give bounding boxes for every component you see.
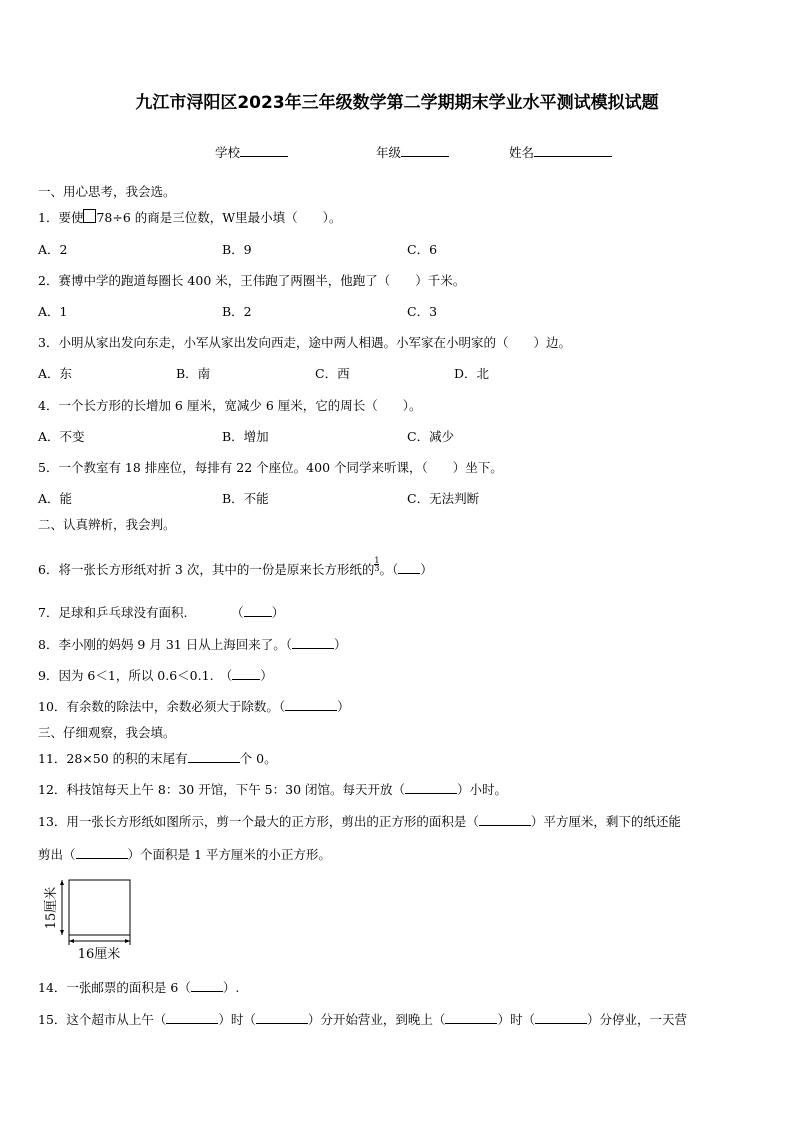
- fraction-numerator: 1: [374, 556, 380, 565]
- q13-text: 13．用一张长方形纸如图所示，剪一个最大的正方形，剪出的正方形的面积是（: [38, 814, 479, 829]
- q4-option-c: C．减少: [407, 429, 455, 444]
- question-4: 4．一个长方形的长增加 6 厘米，宽减少 6 厘米，它的周长（ ）。: [38, 398, 422, 413]
- q15-text-2: ）时（: [218, 1012, 256, 1027]
- page-title: 九江市浔阳区2023年三年级数学第二学期期末学业水平测试模拟试题: [135, 93, 659, 113]
- school-label: 学校: [215, 145, 241, 160]
- q9-text: 9．因为 6＜1，所以 0.6＜0.1. （: [38, 668, 233, 683]
- paper-rectangle: [69, 880, 130, 935]
- height-arrow-bottom: [60, 930, 64, 935]
- q1-option-c: C．6: [407, 242, 438, 257]
- school-blank: [240, 144, 288, 157]
- width-arrow-left: [69, 939, 74, 943]
- question-2: 2．赛博中学的跑道每圈长 400 米，王伟跑了两圈半，他跑了（ ）千米。: [38, 273, 466, 288]
- answer-blank: [244, 605, 272, 617]
- grade-blank: [401, 144, 449, 157]
- name-blank: [534, 144, 612, 157]
- q10-text: 10．有余数的除法中，余数必须大于除数。（: [38, 699, 286, 714]
- answer-blank: [256, 1012, 308, 1024]
- grade-label: 年级: [376, 145, 402, 160]
- q6-text: 6．将一张长方形纸对折 3 次，其中的一份是原来长方形纸的: [38, 562, 375, 577]
- question-9: [38, 666, 273, 684]
- q1-option-b: B．9: [222, 242, 252, 257]
- answer-blank: [188, 750, 240, 763]
- header-grade-field: [376, 143, 449, 161]
- q12-text: 12．科技馆每天上午 8：30 开馆，下午 5：30 闭馆。每天开放（: [38, 782, 406, 797]
- q5-option-b: B．不能: [222, 491, 269, 506]
- blank-square-icon: [83, 209, 96, 223]
- q5-option-c: C．无法判断: [407, 491, 480, 506]
- fraction-denominator: 3: [374, 564, 380, 573]
- q3-option-a: A．东: [38, 366, 73, 381]
- question-12: [38, 780, 507, 798]
- q15-text-3: ）分开始营业，到晚上（: [307, 1012, 446, 1027]
- q11-text: 11．28×50 的积的末尾有: [38, 751, 188, 766]
- question-11: [38, 749, 277, 767]
- q7-text-end: ）: [271, 605, 285, 620]
- q2-option-b: B．2: [222, 304, 252, 319]
- answer-blank: [191, 980, 223, 992]
- answer-blank: [445, 1012, 497, 1024]
- question-13-line-2: [38, 845, 331, 863]
- q10-text-end: ）: [337, 699, 350, 714]
- height-label: 15厘米: [44, 886, 59, 930]
- question-3: 3．小明从家出发向东走，小军从家出发向西走，途中两人相遇。小军家在小明家的（ ）边。: [38, 335, 571, 350]
- section-heading-2: 二、认真辨析，我会判。: [38, 517, 176, 532]
- q13-text-mid: ）平方厘米，剩下的纸还能: [530, 814, 681, 829]
- q6-text-post: 。（: [379, 562, 399, 577]
- q6-text-end: ）: [420, 562, 433, 577]
- question-5: 5．一个教室有 18 排座位，每排有 22 个座位。400 个同学来听课，（ ）坐下。: [38, 460, 503, 475]
- question-7: [38, 603, 284, 621]
- answer-blank: [232, 668, 260, 680]
- answer-blank: [292, 637, 334, 649]
- q15-text-1: 15．这个超市从上午（: [38, 1012, 167, 1027]
- name-label: 姓名: [509, 145, 535, 160]
- q15-text-4: ）时（: [497, 1012, 535, 1027]
- q3-option-b: B．南: [176, 366, 211, 381]
- q4-option-b: B．增加: [222, 429, 269, 444]
- rectangle-figure: [40, 874, 140, 964]
- q8-text: 8．李小刚的妈妈 9 月 31 日从上海回来了。（: [38, 637, 292, 652]
- q9-text-end: ）: [260, 668, 273, 683]
- answer-blank: [398, 562, 420, 574]
- question-13-line-1: [38, 812, 681, 830]
- section-heading-3: 三、仔细观察，我会填。: [38, 725, 176, 740]
- q7-text: 7．足球和乒乓球没有面积. （: [38, 605, 244, 620]
- question-1: [38, 208, 341, 226]
- question-8: [38, 635, 346, 653]
- q4-option-a: A．不变: [38, 429, 85, 444]
- q13-text-line2-end: ）个面积是 1 平方厘米的小正方形。: [127, 847, 331, 862]
- q5-option-a: A．能: [38, 491, 73, 506]
- question-15: [38, 1010, 687, 1028]
- q8-text-end: ）: [333, 637, 347, 652]
- answer-blank: [76, 847, 128, 859]
- header-school-field: [215, 143, 288, 161]
- answer-blank: [535, 1012, 587, 1024]
- answer-blank: [285, 699, 337, 711]
- q3-option-c: C．西: [315, 366, 350, 381]
- question-10: [38, 697, 350, 715]
- question-6: [38, 557, 433, 578]
- q1-option-a: A．2: [38, 242, 68, 257]
- q11-text-end: 个 0。: [239, 751, 277, 766]
- q1-text-pre: 1．要使: [38, 210, 84, 225]
- section-heading-1: 一、用心思考，我会选。: [38, 184, 176, 199]
- q14-text: 14．一张邮票的面积是 6（: [38, 980, 191, 995]
- width-label: 16厘米: [77, 947, 121, 962]
- q3-option-d: D．北: [454, 366, 490, 381]
- q1-text-post: 78÷6 的商是三位数，W里最小填（ ）。: [96, 210, 342, 225]
- answer-blank: [479, 814, 531, 826]
- question-14: [38, 978, 239, 996]
- q14-text-end: ）.: [222, 980, 240, 995]
- header-name-field: [509, 143, 612, 161]
- answer-blank: [166, 1012, 218, 1024]
- q12-text-end: ）小时。: [457, 782, 508, 797]
- q2-option-c: C．3: [407, 304, 438, 319]
- answer-blank: [405, 782, 457, 794]
- width-arrow-right: [125, 939, 130, 943]
- q15-text-5: ）分停业，一天营: [586, 1012, 687, 1027]
- q2-option-a: A．1: [38, 304, 68, 319]
- height-arrow-top: [60, 880, 64, 885]
- q13-text-line2: 剪出（: [38, 847, 76, 862]
